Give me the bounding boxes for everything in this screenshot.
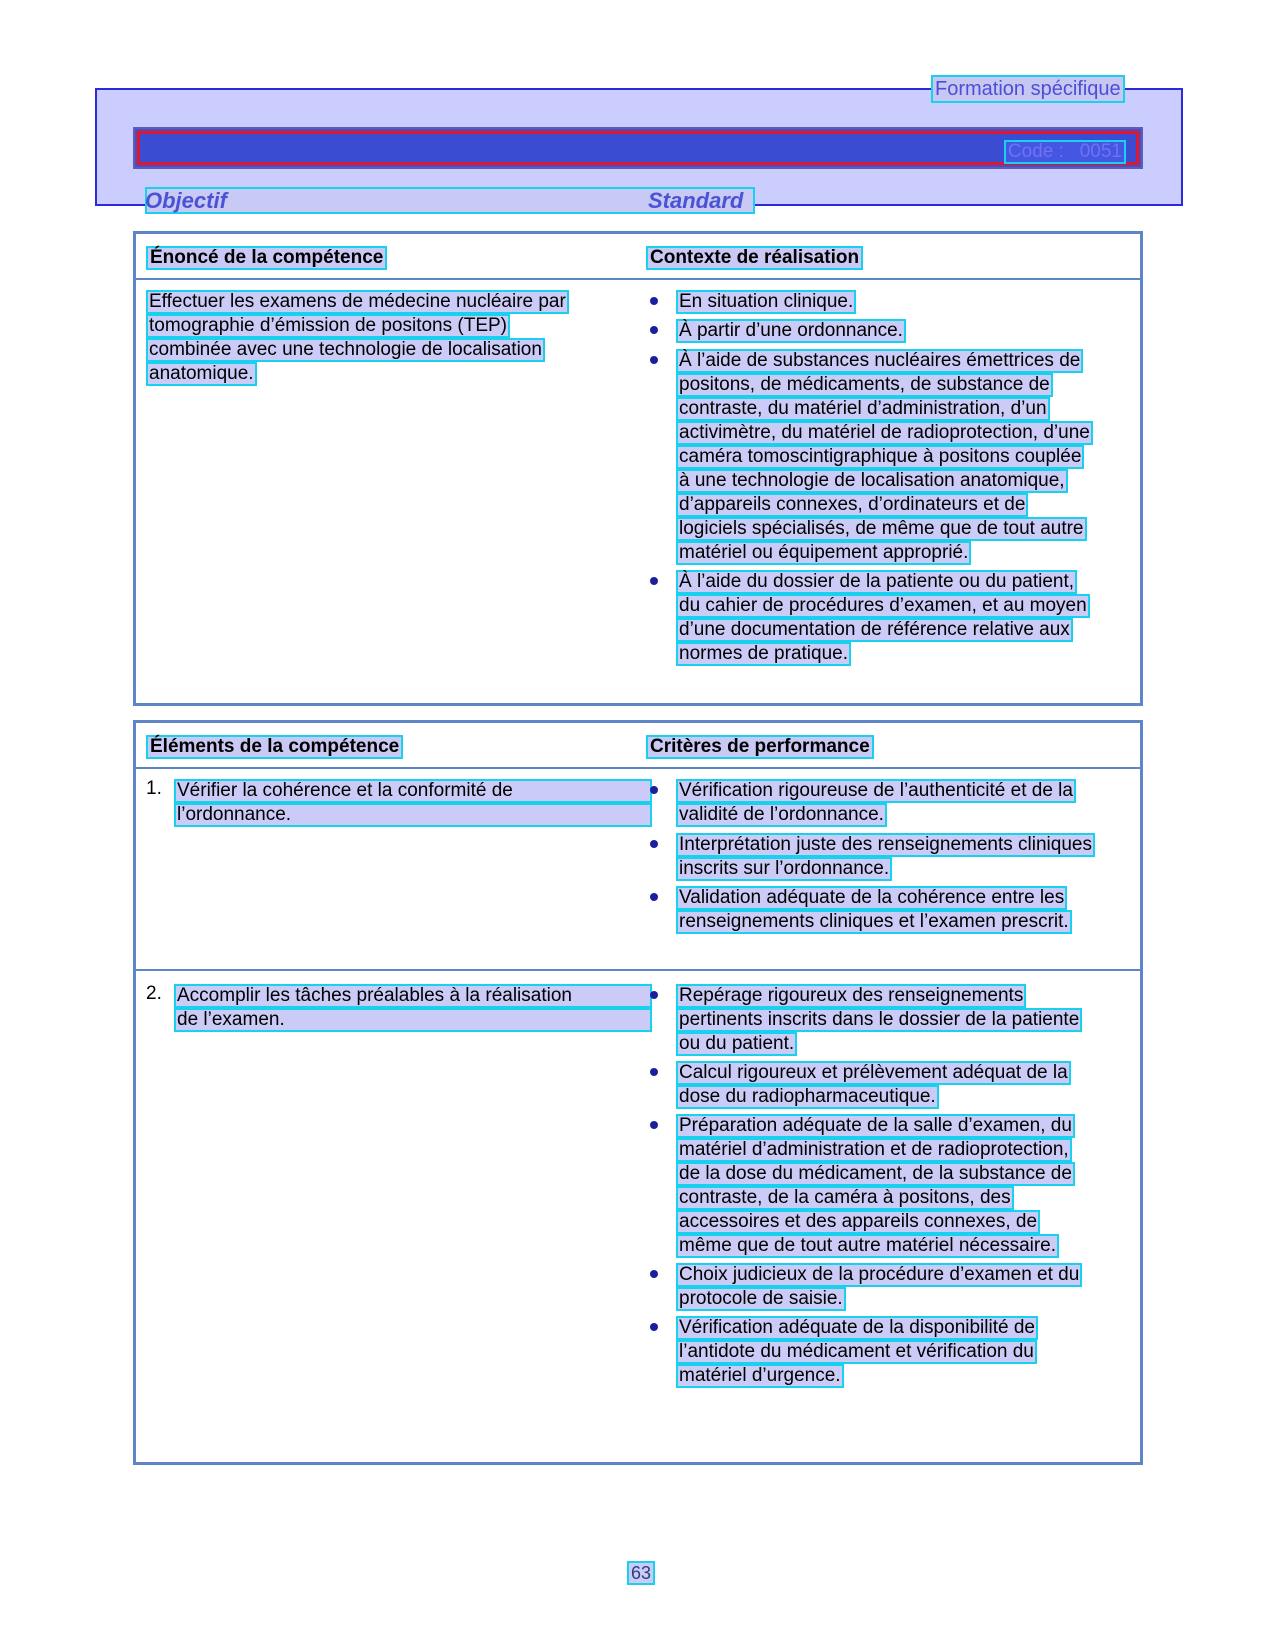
element-number: 1. [146, 778, 162, 799]
element-line: Vérifier la cohérence et la conformité de [174, 779, 652, 803]
bullet-icon [650, 786, 658, 794]
context-line: du cahier de procédures d’examen, et au moyen [676, 594, 1090, 618]
bullet-icon [650, 326, 658, 334]
context-line: caméra tomoscintigraphique à positons couplée [676, 445, 1084, 469]
element-line: de l’examen. [174, 1008, 652, 1032]
criterion-line: ou du patient. [676, 1032, 797, 1056]
col-title-criteres: Critères de performance [646, 735, 874, 759]
context-line: d’une documentation de référence relative aux [676, 618, 1073, 642]
context-line: logiciels spécialisés, de même que de tout autre [676, 517, 1087, 541]
element-line: l’ordonnance. [174, 803, 652, 827]
table-elements [133, 720, 1143, 1465]
bullet-icon [650, 356, 658, 364]
page-number: 63 [627, 1561, 655, 1585]
standard-heading: Standard [648, 188, 744, 213]
bullet-icon [650, 991, 658, 999]
statement-line: combinée avec une technologie de localisation [146, 338, 545, 362]
context-line: à une technologie de localisation anatomique, [676, 469, 1068, 493]
context-line: normes de pratique. [676, 642, 851, 666]
criterion-line: matériel d’urgence. [676, 1364, 844, 1388]
bullet-icon [650, 1068, 658, 1076]
code-bar-inner [137, 131, 1139, 165]
context-line: En situation clinique. [676, 290, 856, 314]
col-title-contexte: Contexte de réalisation [646, 246, 863, 270]
competency-code: Code : 0051 [1004, 140, 1126, 164]
criterion-line: pertinents inscrits dans le dossier de la patiente [676, 1008, 1082, 1032]
context-line: À l’aide du dossier de la patiente ou du patient, [676, 570, 1077, 594]
context-line: positons, de médicaments, de substance de [676, 373, 1053, 397]
objectif-heading: Objectif [145, 188, 227, 213]
context-line: À partir d’une ordonnance. [676, 319, 906, 343]
criterion-line: protocole de saisie. [676, 1287, 846, 1311]
bullet-icon [650, 1270, 658, 1278]
bullet-icon [650, 297, 658, 305]
bullet-icon [650, 577, 658, 585]
program-label: Formation spécifique [931, 75, 1125, 103]
bullet-icon [650, 1121, 658, 1129]
element-line: Accomplir les tâches préalables à la réalisation [174, 984, 652, 1008]
criterion-line: renseignements cliniques et l’examen prescrit. [676, 910, 1072, 934]
criterion-line: Choix judicieux de la procédure d’examen et du [676, 1263, 1082, 1287]
context-line: activimètre, du matériel de radioprotection, d’une [676, 421, 1093, 445]
code-bar [133, 127, 1143, 169]
criterion-line: même que de tout autre matériel nécessaire. [676, 1234, 1059, 1258]
col-title-enonce: Énoncé de la compétence [146, 246, 387, 270]
context-line: matériel ou équipement approprié. [676, 541, 971, 565]
criterion-line: Validation adéquate de la cohérence entre les [676, 886, 1067, 910]
criterion-line: Vérification rigoureuse de l’authenticité et de la [676, 779, 1076, 803]
criterion-line: l’antidote du médicament et vérification du [676, 1340, 1037, 1364]
statement-line: anatomique. [146, 362, 257, 386]
context-line: contraste, du matériel d’administration, d’un [676, 397, 1050, 421]
element-number: 2. [146, 983, 162, 1004]
table-header [136, 234, 1140, 280]
criterion-line: contraste, de la caméra à positons, des [676, 1186, 1014, 1210]
table-competence [133, 231, 1143, 706]
criterion-line: Interprétation juste des renseignements cliniques [676, 833, 1095, 857]
bullet-icon [650, 840, 658, 848]
criterion-line: Vérification adéquate de la disponibilité de [676, 1316, 1038, 1340]
table-header [136, 723, 1140, 769]
bullet-icon [650, 893, 658, 901]
criterion-line: Calcul rigoureux et prélèvement adéquat de la [676, 1061, 1071, 1085]
statement-line: tomographie d’émission de positons (TEP) [146, 314, 510, 338]
row-divider [136, 969, 1140, 971]
context-line: d’appareils connexes, d’ordinateurs et de [676, 493, 1028, 517]
criterion-line: matériel d’administration et de radioprotection, [676, 1138, 1072, 1162]
criterion-line: de la dose du médicament, de la substance de [676, 1162, 1075, 1186]
criterion-line: accessoires et des appareils connexes, de [676, 1210, 1040, 1234]
criterion-line: dose du radiopharmaceutique. [676, 1085, 939, 1109]
statement-line: Effectuer les examens de médecine nucléaire par [146, 290, 569, 314]
criterion-line: inscrits sur l’ordonnance. [676, 857, 892, 881]
col-title-elements: Éléments de la compétence [146, 735, 403, 759]
criterion-line: Préparation adéquate de la salle d’examen, du [676, 1114, 1075, 1138]
criterion-line: validité de l’ordonnance. [676, 803, 887, 827]
context-line: À l’aide de substances nucléaires émettrices de [676, 349, 1083, 373]
bullet-icon [650, 1323, 658, 1331]
criterion-line: Repérage rigoureux des renseignements [676, 984, 1026, 1008]
